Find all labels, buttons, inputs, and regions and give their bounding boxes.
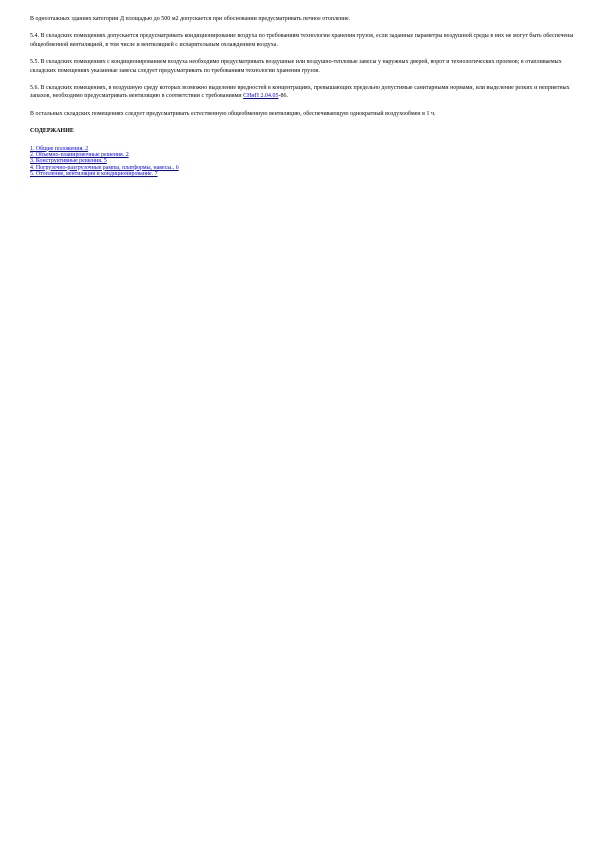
toc-link-construction[interactable]: 3. Конструктивные решения. 5 xyxy=(30,158,107,165)
paragraph-natural-ventilation: В остальных складских помещениях следует предусматривать естественную общеобменную вентиляцию, обеспечивающую однократный воздухообмен в 1 ч. xyxy=(30,110,436,117)
paragraph-5-5: 5.5. В складских помещениях с кондиционированием воздуха необходимо предусматривать воздушные или воздушно-тепловые завесы у наружных дверей, ворот и технологических проемов; в отапливаемых складских помещениях указанные завесы следует предусматривать по требованиям технологии хранения грузов. xyxy=(30,59,562,74)
toc-link-heating[interactable]: 5. Отопление, вентиляция и кондиционирование. 7 xyxy=(30,170,158,177)
paragraph-5-6 xyxy=(30,84,575,101)
toc-link-ramps[interactable]: 4. Погрузочно-разгрузочные рампы, платформы, навесы.. 6 xyxy=(30,164,179,171)
paragraph-stove-heating: В одноэтажных зданиях категории Д площадью до 500 м2 допускается при обосновании предусматривать печное отопление. xyxy=(30,16,351,22)
toc-item xyxy=(30,171,575,177)
toc-link-general[interactable]: 1. Общие положения. 2 xyxy=(30,145,89,152)
paragraph-5-6-suffix: -86. xyxy=(278,93,289,100)
snip-link[interactable]: СНиП 2.04.05 xyxy=(243,93,279,100)
document-body xyxy=(30,15,575,177)
paragraph-5-4: 5.4. В складских помещениях допускается предусматривать кондиционирование воздуха по требованиям технологии хранения грузов, если заданные параметры воздушной среды в них не могут быть обеспечены общеобменной вентиляцией, в том числе и вентиляцией с испарительным охлаждением воздуха. xyxy=(30,33,574,48)
toc-heading: СОДЕРЖАНИЕ xyxy=(30,128,74,135)
toc-list xyxy=(30,146,575,177)
toc-link-planning[interactable]: 2. Объемно-планировочные решения. 2 xyxy=(30,151,129,158)
paragraph-5-6-text: 5.6. В складских помещениях, в воздушную среду которых возможно выделение вредностей в концентрациях, превышающих предельно допустимые санитарными нормами, или выделение резких и неприятных запахов, необходимо предусматривать вентиляцию в соответствии с требованиями xyxy=(30,85,570,100)
